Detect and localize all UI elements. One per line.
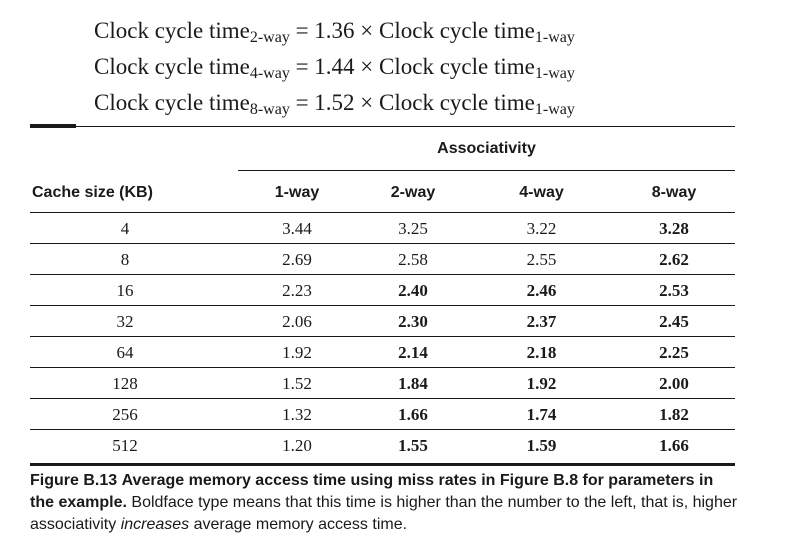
access-time-cell: 1.92 [282, 343, 312, 362]
access-time-cell: 3.28 [659, 219, 689, 238]
table-row [30, 275, 735, 306]
equation-lhs-subscript: 8-way [249, 101, 290, 118]
access-time-cell: 2.30 [398, 312, 428, 331]
access-time-cell: 2.37 [526, 312, 557, 331]
equation-rhs: = 1.44 × Clock cycle time [289, 54, 535, 79]
table-body [30, 213, 735, 460]
table-row [30, 337, 735, 368]
table-row [30, 430, 735, 460]
access-time-cell: 1.66 [659, 436, 689, 455]
column-header-2-way: 2-way [390, 184, 436, 201]
cache-size-cell: 64 [116, 343, 134, 362]
access-time-cell: 2.23 [282, 281, 312, 300]
access-time-cell: 1.20 [282, 436, 312, 455]
cache-size-column-header: Cache size (KB) [32, 184, 153, 201]
caption-text: Boldface type means that this time is higher than the number to the left, that is, higher associativity [30, 494, 738, 533]
table-top-rule [30, 126, 735, 127]
access-time-cell: 2.62 [659, 250, 689, 269]
table-row [30, 399, 735, 430]
equation-lhs-subscript: 4-way [249, 65, 290, 82]
table-row [30, 244, 735, 275]
access-time-cell: 1.74 [526, 405, 557, 424]
equation-line [94, 14, 575, 50]
table-row [30, 213, 735, 244]
access-time-cell: 2.58 [398, 250, 428, 269]
access-time-cell: 2.18 [526, 343, 557, 362]
cache-size-cell: 4 [120, 219, 130, 238]
group-header-rule [238, 170, 735, 171]
cache-size-cell: 128 [112, 374, 138, 393]
access-time-cell: 1.66 [398, 405, 428, 424]
column-header-4-way: 4-way [519, 184, 564, 201]
access-time-cell: 2.69 [282, 250, 312, 269]
equation-lhs: Clock cycle time [94, 90, 250, 115]
caption-emphasis: increases [120, 516, 190, 533]
cache-size-cell: 512 [112, 436, 138, 455]
equation-block [94, 14, 575, 122]
equation-rhs-subscript: 1-way [534, 101, 575, 118]
equation-rhs-subscript: 1-way [534, 65, 575, 82]
cache-size-cell: 16 [116, 281, 134, 300]
equation-rhs: = 1.36 × Clock cycle time [289, 18, 535, 43]
cache-size-cell: 256 [112, 405, 138, 424]
equation-lhs: Clock cycle time [94, 54, 250, 79]
associativity-group-header: Associativity [437, 140, 536, 157]
cache-size-cell: 32 [116, 312, 134, 331]
equation-line [94, 50, 575, 86]
access-time-cell: 1.84 [398, 374, 428, 393]
table-bottom-rule [30, 463, 735, 466]
figure-label: Figure B.13 [30, 472, 118, 489]
access-time-cell: 1.82 [659, 405, 689, 424]
equation-rhs: = 1.52 × Clock cycle time [289, 90, 535, 115]
column-header-1-way: 1-way [274, 184, 320, 201]
table-row [30, 306, 735, 337]
figure-caption [30, 470, 740, 536]
access-time-cell: 3.25 [398, 219, 428, 238]
table-row [30, 368, 735, 399]
equation-line [94, 86, 575, 122]
access-time-cell: 1.92 [526, 374, 557, 393]
equation-lhs: Clock cycle time [94, 18, 250, 43]
access-time-cell: 2.00 [659, 374, 689, 393]
equation-rhs-subscript: 1-way [534, 29, 575, 46]
access-time-cell: 2.25 [659, 343, 689, 362]
access-time-cell: 1.59 [526, 436, 557, 455]
access-time-cell: 3.44 [282, 219, 312, 238]
access-time-cell: 2.14 [398, 343, 428, 362]
access-time-cell: 2.46 [526, 281, 557, 300]
access-time-cell: 2.55 [526, 250, 557, 269]
access-time-cell: 3.22 [526, 219, 557, 238]
access-time-cell: 1.52 [282, 374, 312, 393]
access-time-cell: 1.32 [282, 405, 312, 424]
equation-lhs-subscript: 2-way [249, 29, 290, 46]
access-time-cell: 1.55 [398, 436, 428, 455]
access-time-cell: 2.45 [659, 312, 689, 331]
access-time-cell: 2.06 [282, 312, 312, 331]
access-time-cell: 2.40 [398, 281, 428, 300]
caption-text-end: average memory access time. [189, 516, 408, 533]
column-header-8-way: 8-way [651, 184, 697, 201]
cache-size-cell: 8 [120, 250, 130, 269]
figure-title: Average memory access time using miss rates in Figure B.8 for parameters in the example. [30, 472, 714, 511]
access-time-cell: 2.53 [659, 281, 689, 300]
